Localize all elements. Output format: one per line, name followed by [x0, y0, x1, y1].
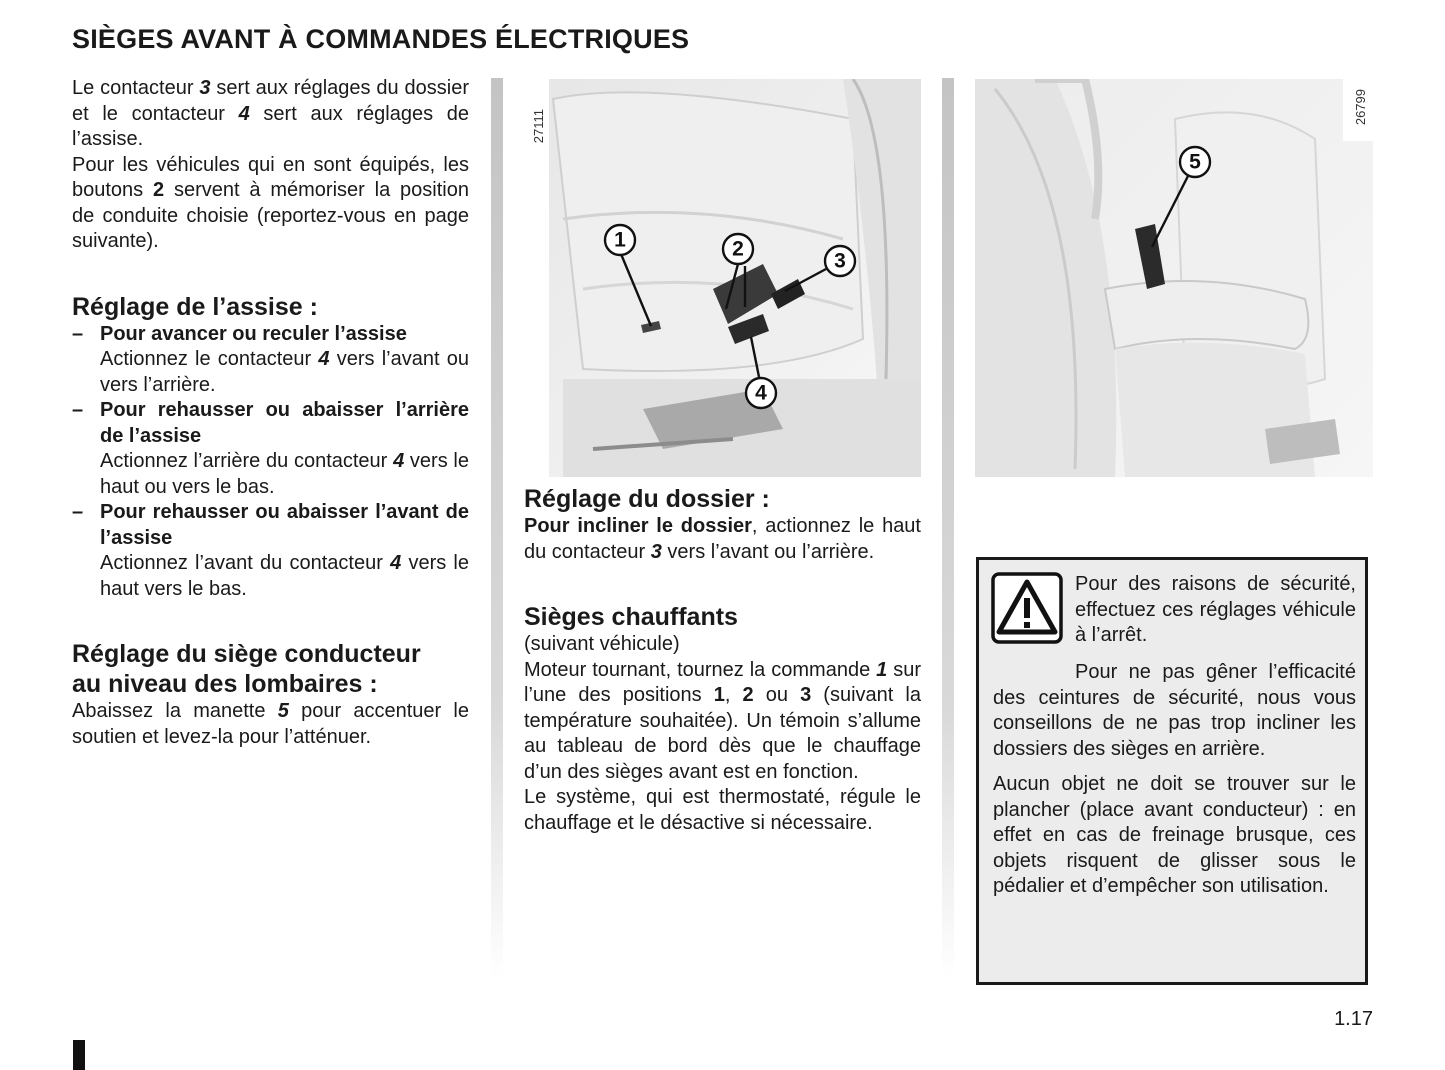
callout-3 — [825, 246, 855, 276]
text: Moteur tournant, tournez la commande — [524, 658, 877, 681]
assise-item-1 — [72, 322, 469, 399]
intro-paragraph-1 — [72, 76, 469, 153]
page-edge-marker — [73, 1040, 85, 1070]
assise-heading: Réglage de l’assise : — [72, 292, 318, 321]
text: , actionnez le haut du contacteur — [524, 515, 921, 563]
text: vers le haut vers le bas. — [100, 552, 469, 600]
page-title: SIÈGES AVANT À COMMANDES ÉLECTRIQUES — [72, 24, 690, 54]
text: Actionnez l’avant du contacteur — [100, 552, 391, 574]
warning-triangle-icon — [991, 572, 1063, 644]
callout-label: 3 — [834, 249, 846, 273]
middle-column — [524, 484, 921, 836]
text: vers l’avant ou l’arrière. — [661, 540, 875, 563]
lombaires-heading — [72, 639, 469, 699]
ref-number: 5 — [277, 700, 289, 722]
text: Actionnez le contacteur — [100, 348, 319, 370]
callout-2 — [723, 234, 753, 264]
heading-line: au niveau des lombaires : — [72, 670, 378, 698]
photo-code: 27111 — [531, 109, 546, 144]
ref-number: 4 — [238, 102, 250, 125]
text: Pour les véhicules qui en sont équipés, les boutons — [72, 153, 469, 201]
text: Le contacteur — [72, 77, 200, 99]
lombaires-paragraph — [72, 699, 469, 750]
text: ou — [753, 684, 801, 706]
ref-number: 4 — [318, 348, 330, 370]
dash: – — [72, 399, 84, 421]
callout-label: 1 — [614, 228, 626, 252]
left-column — [72, 76, 469, 750]
text: Actionnez l’arrière du contacteur — [100, 450, 394, 472]
lumbar-lever-photo — [975, 79, 1373, 477]
assise-item-title: Pour rehausser ou abaisser l’avant de l’assise — [100, 501, 469, 549]
text: sert aux réglages du dossier et le contacteur — [72, 77, 470, 125]
assise-item-title: Pour avancer ou reculer l’assise — [100, 322, 407, 345]
ref-number: 2 — [742, 684, 754, 706]
assise-item-3 — [72, 500, 469, 602]
ref-number: 1 — [713, 684, 725, 706]
ref-number: 3 — [800, 684, 812, 706]
ref-number: 4 — [393, 450, 405, 472]
dash: – — [72, 322, 84, 345]
warning-paragraph: Pour des raisons de sécurité, effectuez ces réglages véhicule à l’arrêt. — [1075, 573, 1356, 646]
warning-paragraph: Pour ne pas gêner l’efficacité des ceintures de sécurité, nous vous conseillons de ne pas trop incliner les dossiers des sièges en arrière. — [993, 661, 1356, 760]
text: vers l’avant ou vers l’arrière. — [100, 348, 469, 396]
chauffants-paragraph-1 — [524, 658, 921, 786]
column-divider-left — [491, 78, 503, 978]
callout-label: 4 — [755, 381, 767, 405]
text: sert aux réglages de l’assise. — [72, 102, 469, 150]
text: servent à mémoriser la position de conduite choisie (reportez-vous en page suivante). — [72, 179, 469, 252]
callout-1 — [605, 225, 635, 255]
text: pour accentuer le soutien et levez-la pour l’atténuer. — [72, 700, 469, 748]
seat-controls-photo — [523, 79, 921, 477]
text: Abaissez la manette — [72, 700, 278, 722]
callout-label: 2 — [732, 237, 744, 261]
dash: – — [72, 501, 84, 523]
chauffants-subtitle: (suivant véhicule) — [524, 633, 680, 655]
heading-line: Réglage du siège conducteur — [72, 640, 421, 668]
text: , — [724, 684, 743, 706]
callout-label: 5 — [1189, 150, 1201, 174]
chauffants-paragraph-2: Le système, qui est thermostaté, régule le chauffage et le désactive si nécessaire. — [524, 786, 921, 834]
dossier-paragraph — [524, 514, 921, 565]
chauffants-heading: Sièges chauffants — [524, 603, 738, 631]
ref-number: 3 — [199, 77, 211, 99]
ref-number: 1 — [876, 658, 888, 681]
lumbar-lever-illustration — [975, 79, 1373, 477]
ref-number: 2 — [153, 179, 165, 201]
warning-text-1 — [1075, 572, 1356, 649]
callout-4 — [746, 378, 776, 408]
bold-lead: Pour incliner le dossier — [524, 515, 752, 537]
warning-paragraph: Aucun objet ne doit se trouver sur le plancher (place avant conducteur) : en effet en cas de freinage brusque, ces objets risquent de glisser sous le pédalier et d’empêcher son utilisation. — [993, 773, 1356, 897]
text: (suivant la température souhaitée). Un témoin s’allume au tableau de bord dès que le chauffage d’un des sièges avant est en fonction. — [524, 684, 921, 783]
assise-item-title: Pour rehausser ou abaisser l’arrière de l’assise — [100, 399, 469, 447]
warning-text-2 — [993, 660, 1356, 900]
column-divider-right — [942, 78, 954, 978]
seat-controls-illustration — [523, 79, 921, 477]
intro-paragraph-2 — [72, 153, 469, 255]
callout-5 — [1180, 147, 1210, 177]
text: vers le haut ou vers le bas. — [100, 450, 469, 498]
warning-box — [976, 557, 1368, 985]
assise-item-2 — [72, 398, 469, 500]
text: sur l’une des positions — [524, 658, 921, 706]
page-number: 1.17 — [1334, 1008, 1373, 1030]
ref-number: 4 — [390, 552, 402, 574]
photo-code: 26799 — [1353, 89, 1368, 126]
dossier-heading: Réglage du dossier : — [524, 485, 770, 513]
ref-number: 3 — [650, 540, 662, 563]
